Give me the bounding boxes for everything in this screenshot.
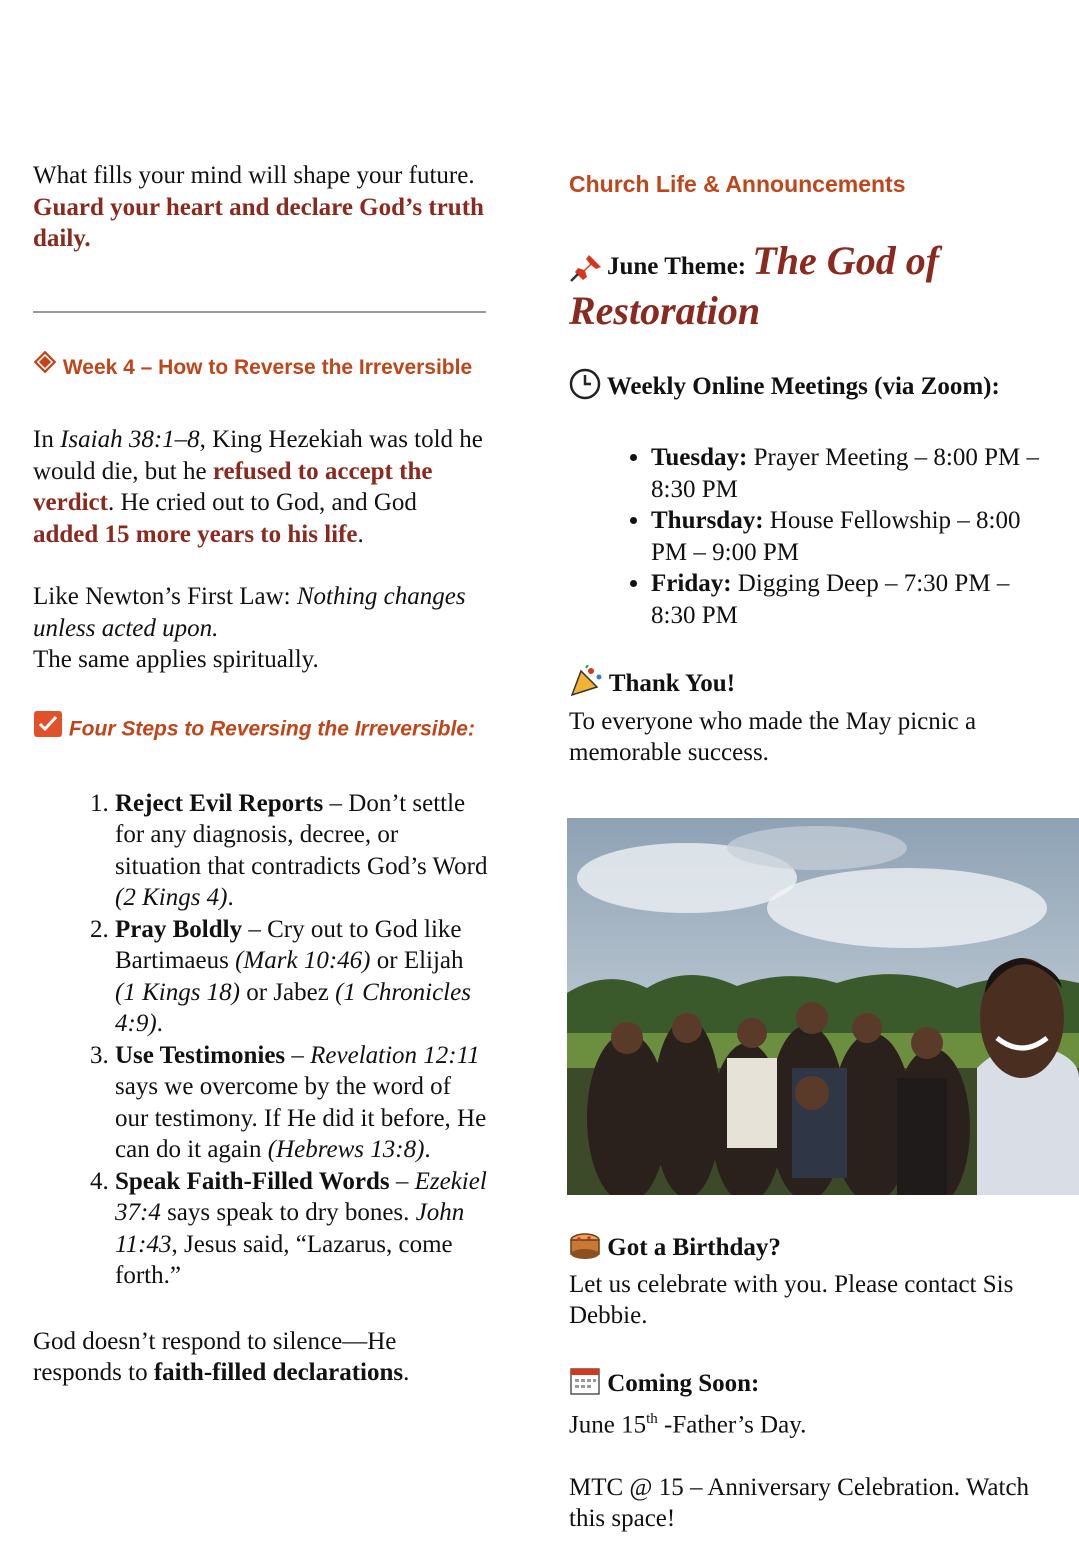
diamond-icon [33,350,57,386]
right-column-lower [569,1230,1059,1535]
thanks-text: To everyone who made the May picnic a memorable success. [569,707,977,767]
list-item: • Friday: Digging Deep – 7:30 PM – 8:30 PM [651,568,1059,631]
list-item: • Tuesday: Prayer Meeting – 8:00 PM – 8:30 PM [651,442,1059,505]
meetings-title: Weekly Online Meetings (via Zoom): [569,368,1059,409]
coming-soon-title: Coming Soon: [569,1366,1059,1405]
clock-icon [569,368,601,409]
list-item: 2. Pray Boldly – Cry out to God like Bartimaeus (Mark 10:46) or Elijah (1 Kings 18) or Jabez (1 Chronicles 4:9). [115,914,488,1040]
fathers-day: June 15th -Father’s Day. [569,1411,807,1439]
week-section [33,350,488,1389]
steps-title: Four Steps to Reversing the Irreversible: [33,710,488,750]
list-item: 4. Speak Faith-Filled Words – Ezekiel 37:4 says speak to dry bones. John 11:43, Jesus said, “Lazarus, come forth.” [115,1166,488,1292]
calendar-icon [569,1366,601,1405]
group-photo [567,818,1079,1195]
closing-paragraph: God doesn’t respond to silence—He responds to faith-filled declarations. [33,1327,410,1387]
hezekiah-paragraph: In Isaiah 38:1–8, King Hezekiah was told he would die, but he refused to accept the verdict. He cried out to God, and God added 15 more years to his life. [33,426,483,548]
section-divider [33,311,486,313]
birthday-text: Let us celebrate with you. Please contact Sis Debbie. [569,1270,1014,1329]
week-title: Week 4 – How to Reverse the Irreversible [33,350,488,386]
birthday-title: Got a Birthday? [569,1230,1059,1269]
meetings-list [569,442,1059,631]
anniversary-text: MTC @ 15 – Anniversary Celebration. Watch this space! [569,1473,1030,1533]
left-column [33,160,488,255]
party-popper-icon [569,665,603,706]
right-column [569,166,1059,769]
check-icon [33,710,63,750]
steps-list [33,788,488,1292]
june-theme: June Theme: The God of Restoration [569,238,940,333]
list-item: • Thursday: House Fellowship – 8:00 PM – 9:00 PM [651,505,1059,568]
list-item: 3. Use Testimonies – Revelation 12:11 says we overcome by the word of our testimony. If He did it before, He can do it again (Hebrews 13:8). [115,1040,488,1166]
pushpin-icon [569,253,603,288]
intro-paragraph: What fills your mind will shape your future. Guard your heart and declare God’s truth daily. [33,162,484,252]
list-item: 1. Reject Evil Reports – Don’t settle for any diagnosis, decree, or situation that contradicts God’s Word (2 Kings 4). [115,788,488,914]
announcements-title: Church Life & Announcements [569,171,906,197]
cake-icon [569,1230,601,1269]
newton-paragraph: Like Newton’s First Law: Nothing changes unless acted upon. The same applies spiritually. [33,583,466,674]
thanks-title: Thank You! [569,665,1059,706]
